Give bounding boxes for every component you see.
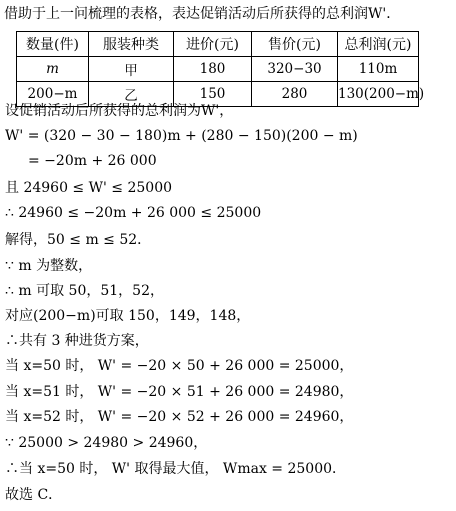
solution-line: 解得，50 ≤ m ≤ 52． [5,232,152,248]
intro-text: 借助于上一问梳理的表格，表达促销活动后所获得的总利润W'． [4,6,401,22]
solution-line: 对应(200−m)可取 150，149，148， [5,308,251,324]
table-cell: 200−m [17,82,89,107]
table-cell: 320−30 [252,57,338,82]
table-cell: 130(200−m) [338,82,419,107]
header-total-profit: 总利润(元) [338,32,419,57]
solution-line: 且 24960 ≤ W' ≤ 25000 [5,180,173,196]
table-cell: 150 [174,82,252,107]
table-cell: 甲 [89,57,174,82]
solution-line: ∴当 x=50 时， W' 取得最大值， Wmax = 25000． [5,461,347,477]
solution-line: 故选 C． [5,487,63,503]
table-cell: 乙 [89,82,174,107]
solution-line: = −20m + 26 000 [28,153,157,169]
price-table [16,31,425,107]
solution-line: 设促销活动后所获得的总利润为W'， [5,103,234,119]
table-header-row [17,32,419,57]
header-cost-price: 进价(元) [174,32,252,57]
solution-line: ∴共有 3 种进货方案， [5,333,149,349]
solution-line: 当 x=51 时， W' = −20 × 51 + 26 000 = 24980， [5,384,354,400]
header-quantity: 数量(件) [17,32,89,57]
solution-line: ∵ 25000 > 24980 > 24960， [5,435,208,451]
table-row [17,57,419,82]
table-cell: m [17,57,89,82]
header-sale-price: 售价(元) [252,32,338,57]
header-clothing-type: 服装种类 [89,32,174,57]
solution-line: 当 x=50 时， W' = −20 × 50 + 26 000 = 25000， [5,358,354,374]
solution-line: ∴ 24960 ≤ −20m + 26 000 ≤ 25000 [5,205,262,221]
solution-line: 当 x=52 时， W' = −20 × 52 + 26 000 = 24960， [5,409,354,425]
solution-line: ∵ m 为整数， [5,258,93,274]
table-cell: 110m [338,57,419,82]
table-cell: 180 [174,57,252,82]
table-cell: 280 [252,82,338,107]
solution-line: W' = (320 − 30 − 180)m + (280 − 150)(200 − m) [5,128,358,144]
solution-line: ∴ m 可取 50，51，52， [5,283,164,299]
